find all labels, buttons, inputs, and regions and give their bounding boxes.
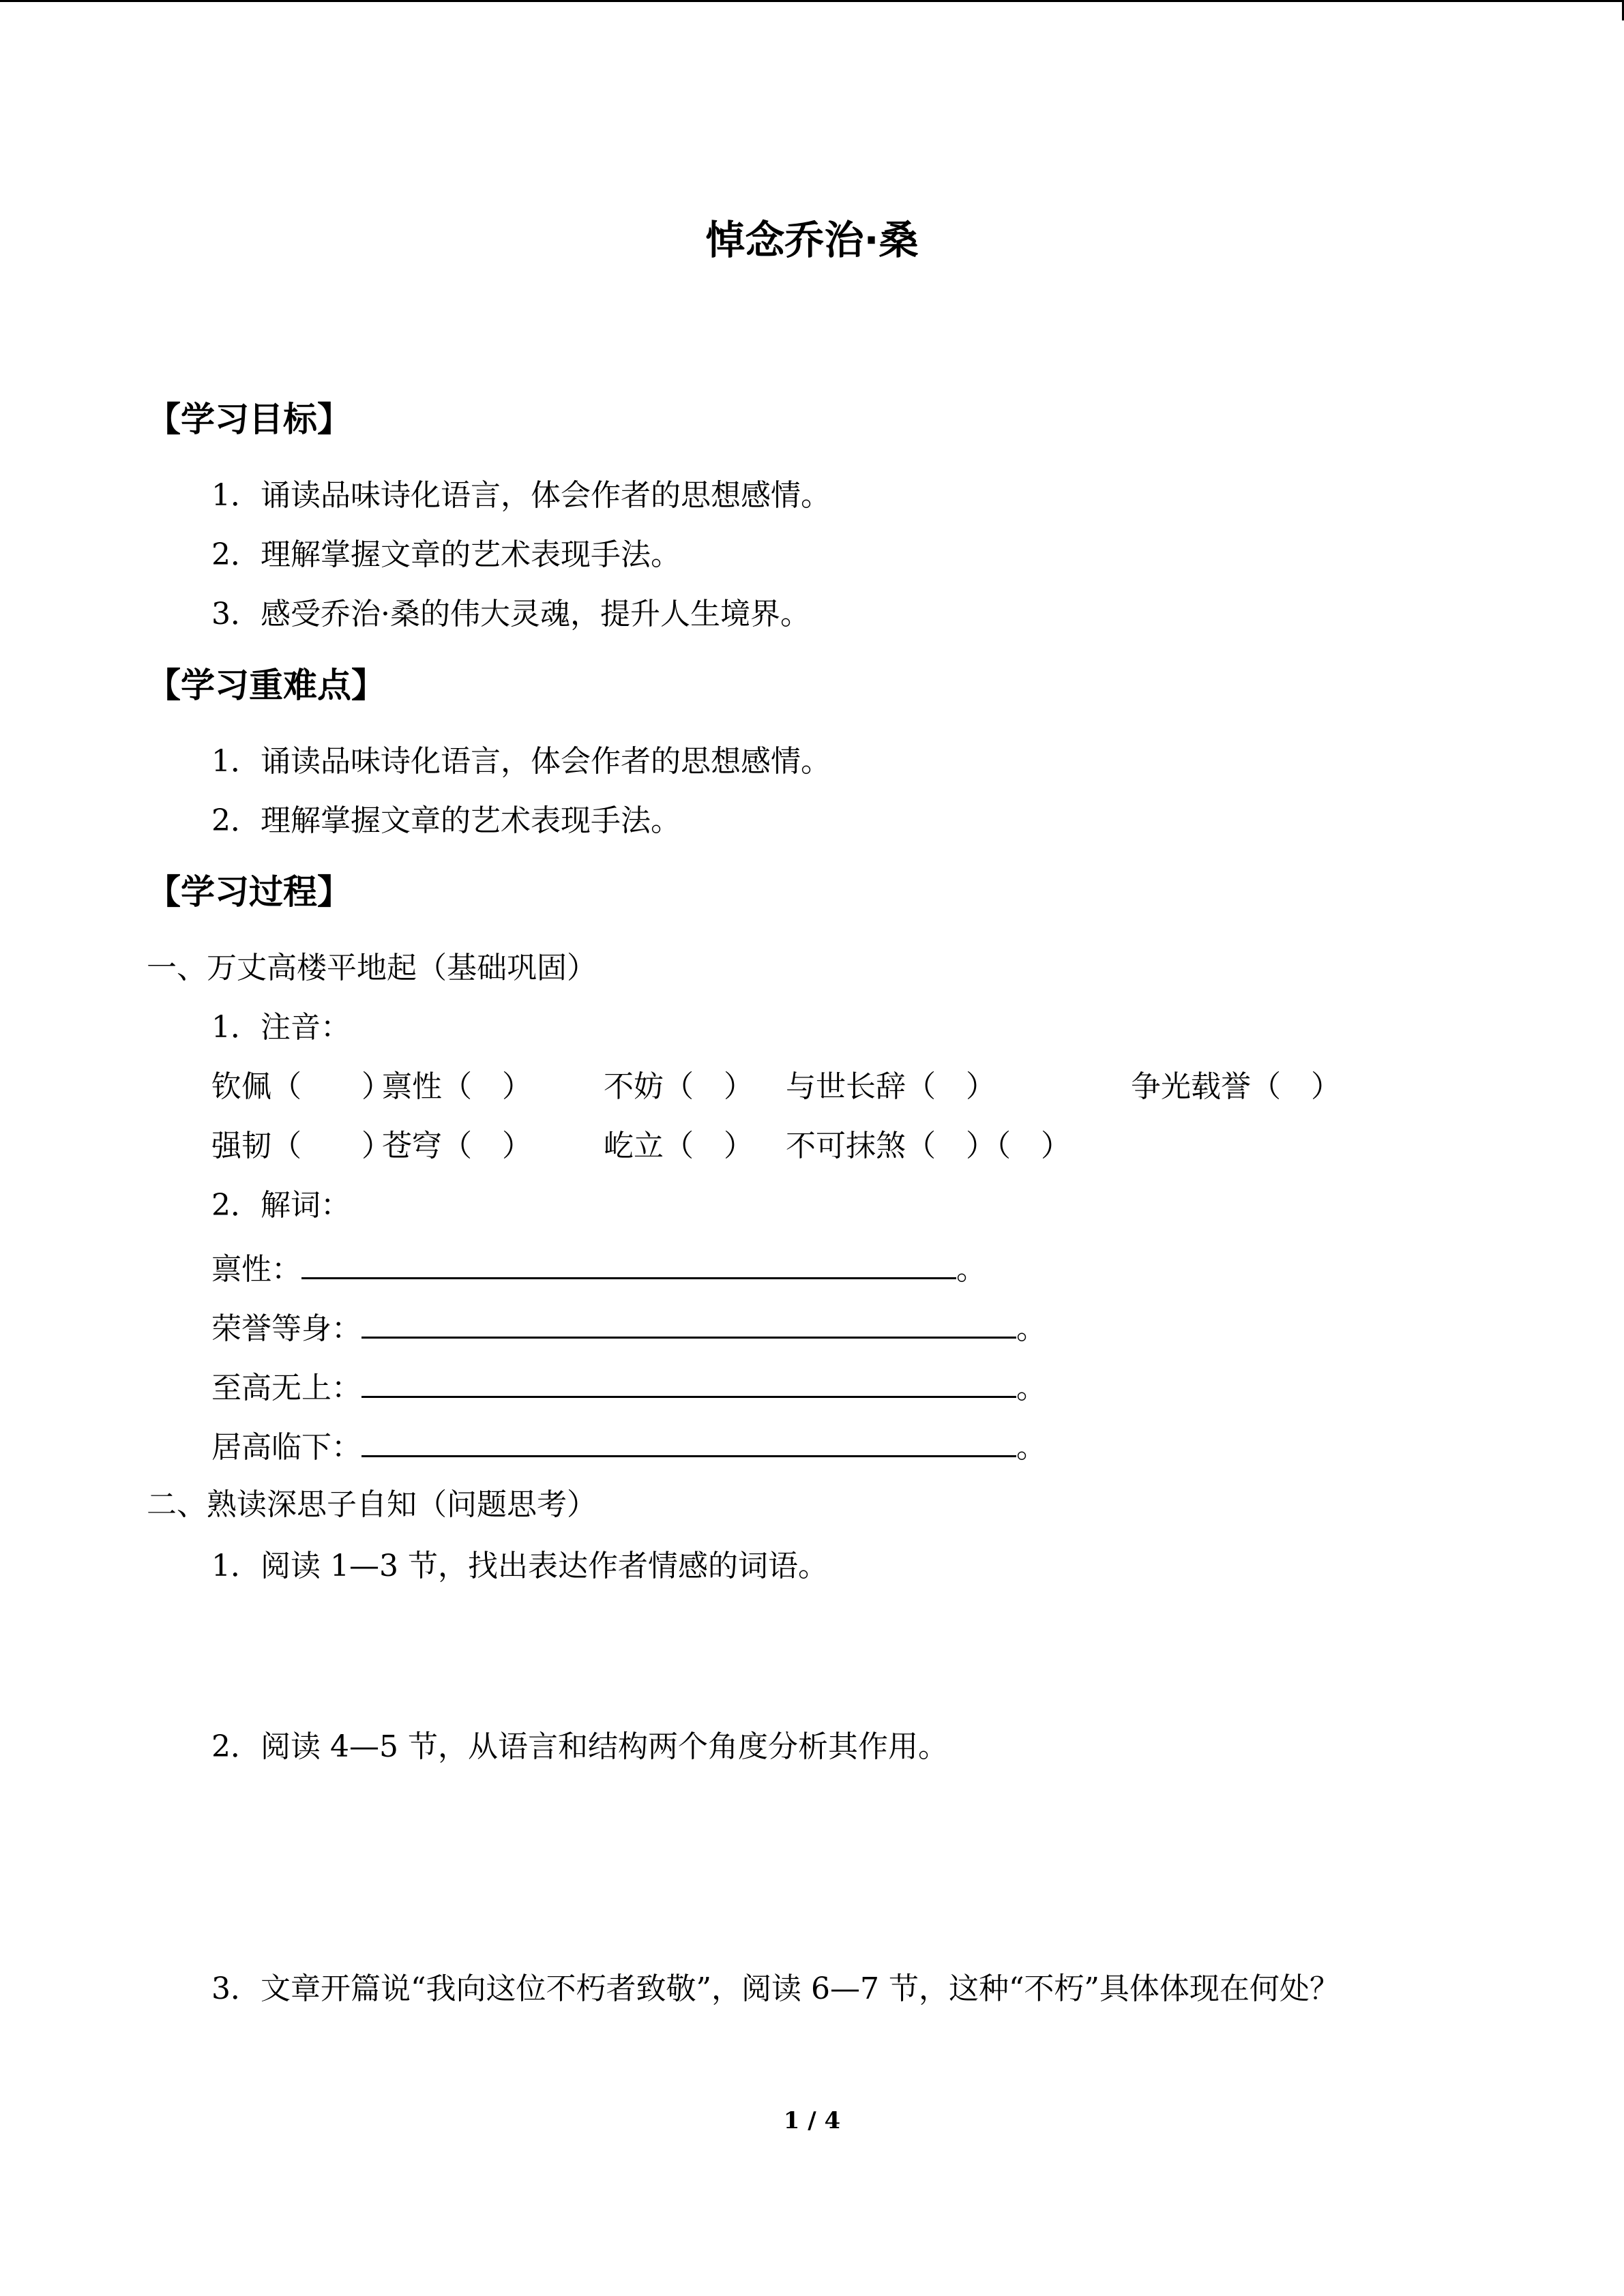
pinyin-item: 苍穹（ ） bbox=[382, 1129, 532, 1163]
pinyin-item: 屹立（ ） bbox=[604, 1129, 754, 1163]
key-point-item: 2．理解掌握文章的艺术表现手法。 bbox=[211, 803, 681, 838]
objective-item: 1．诵读品味诗化语言，体会作者的思想感情。 bbox=[211, 478, 831, 513]
process-heading: 【学习过程】 bbox=[147, 872, 351, 912]
objectives-heading: 【学习目标】 bbox=[147, 400, 351, 439]
question-item: 2．阅读 4—5 节，从语言和结构两个角度分析其作用。 bbox=[211, 1729, 948, 1764]
vocab-term: 禀性： bbox=[211, 1252, 301, 1287]
vocab-row bbox=[211, 1250, 986, 1285]
pinyin-item: 强韧（ ） bbox=[211, 1129, 392, 1163]
objective-item: 3．感受乔治·桑的伟大灵魂，提升人生境界。 bbox=[211, 597, 810, 631]
pinyin-label: 1．注音： bbox=[211, 1010, 351, 1045]
vocab-term: 至高无上： bbox=[211, 1371, 361, 1405]
period: 。 bbox=[1016, 1430, 1046, 1465]
page-title: 悼念乔治·桑 bbox=[705, 217, 919, 263]
period: 。 bbox=[1016, 1311, 1046, 1346]
pinyin-item: 争光载誉（ ） bbox=[1131, 1069, 1341, 1104]
key-points-heading: 【学习重难点】 bbox=[147, 666, 385, 705]
vocab-term: 荣誉等身： bbox=[211, 1311, 361, 1346]
top-border bbox=[0, 0, 1624, 2]
answer-blank[interactable] bbox=[361, 1428, 1016, 1457]
key-point-item: 1．诵读品味诗化语言，体会作者的思想感情。 bbox=[211, 744, 831, 779]
vocab-term: 居高临下： bbox=[211, 1430, 361, 1465]
vocab-row bbox=[211, 1369, 1046, 1403]
answer-blank[interactable] bbox=[361, 1309, 1016, 1339]
pinyin-item: 钦佩（ ） bbox=[211, 1069, 392, 1104]
section2-title: 二、熟读深思子自知（问题思考） bbox=[147, 1487, 597, 1522]
pinyin-item: 不妨（ ） bbox=[604, 1069, 754, 1104]
vocab-label: 2．解词： bbox=[211, 1188, 351, 1223]
vocab-row bbox=[211, 1309, 1046, 1344]
pinyin-item: 不可抹煞（ ）（ ） bbox=[786, 1129, 1071, 1163]
pinyin-item: 与世长辞（ ） bbox=[786, 1069, 996, 1104]
period: 。 bbox=[956, 1252, 986, 1287]
question-item: 1．阅读 1—3 节，找出表达作者情感的词语。 bbox=[211, 1549, 828, 1583]
answer-blank[interactable] bbox=[361, 1369, 1016, 1398]
section1-title: 一、万丈高楼平地起（基础巩固） bbox=[147, 951, 597, 985]
page-number: 1 / 4 bbox=[783, 2107, 841, 2134]
period: 。 bbox=[1016, 1371, 1046, 1405]
pinyin-item: 禀性（ ） bbox=[382, 1069, 532, 1104]
question-item: 3．文章开篇说“我向这位不朽者致敬”，阅读 6—7 节，这种“不朽”具体体现在何处？ bbox=[211, 1971, 1340, 2006]
answer-blank[interactable] bbox=[301, 1250, 956, 1279]
vocab-row bbox=[211, 1428, 1046, 1463]
objective-item: 2．理解掌握文章的艺术表现手法。 bbox=[211, 537, 681, 572]
